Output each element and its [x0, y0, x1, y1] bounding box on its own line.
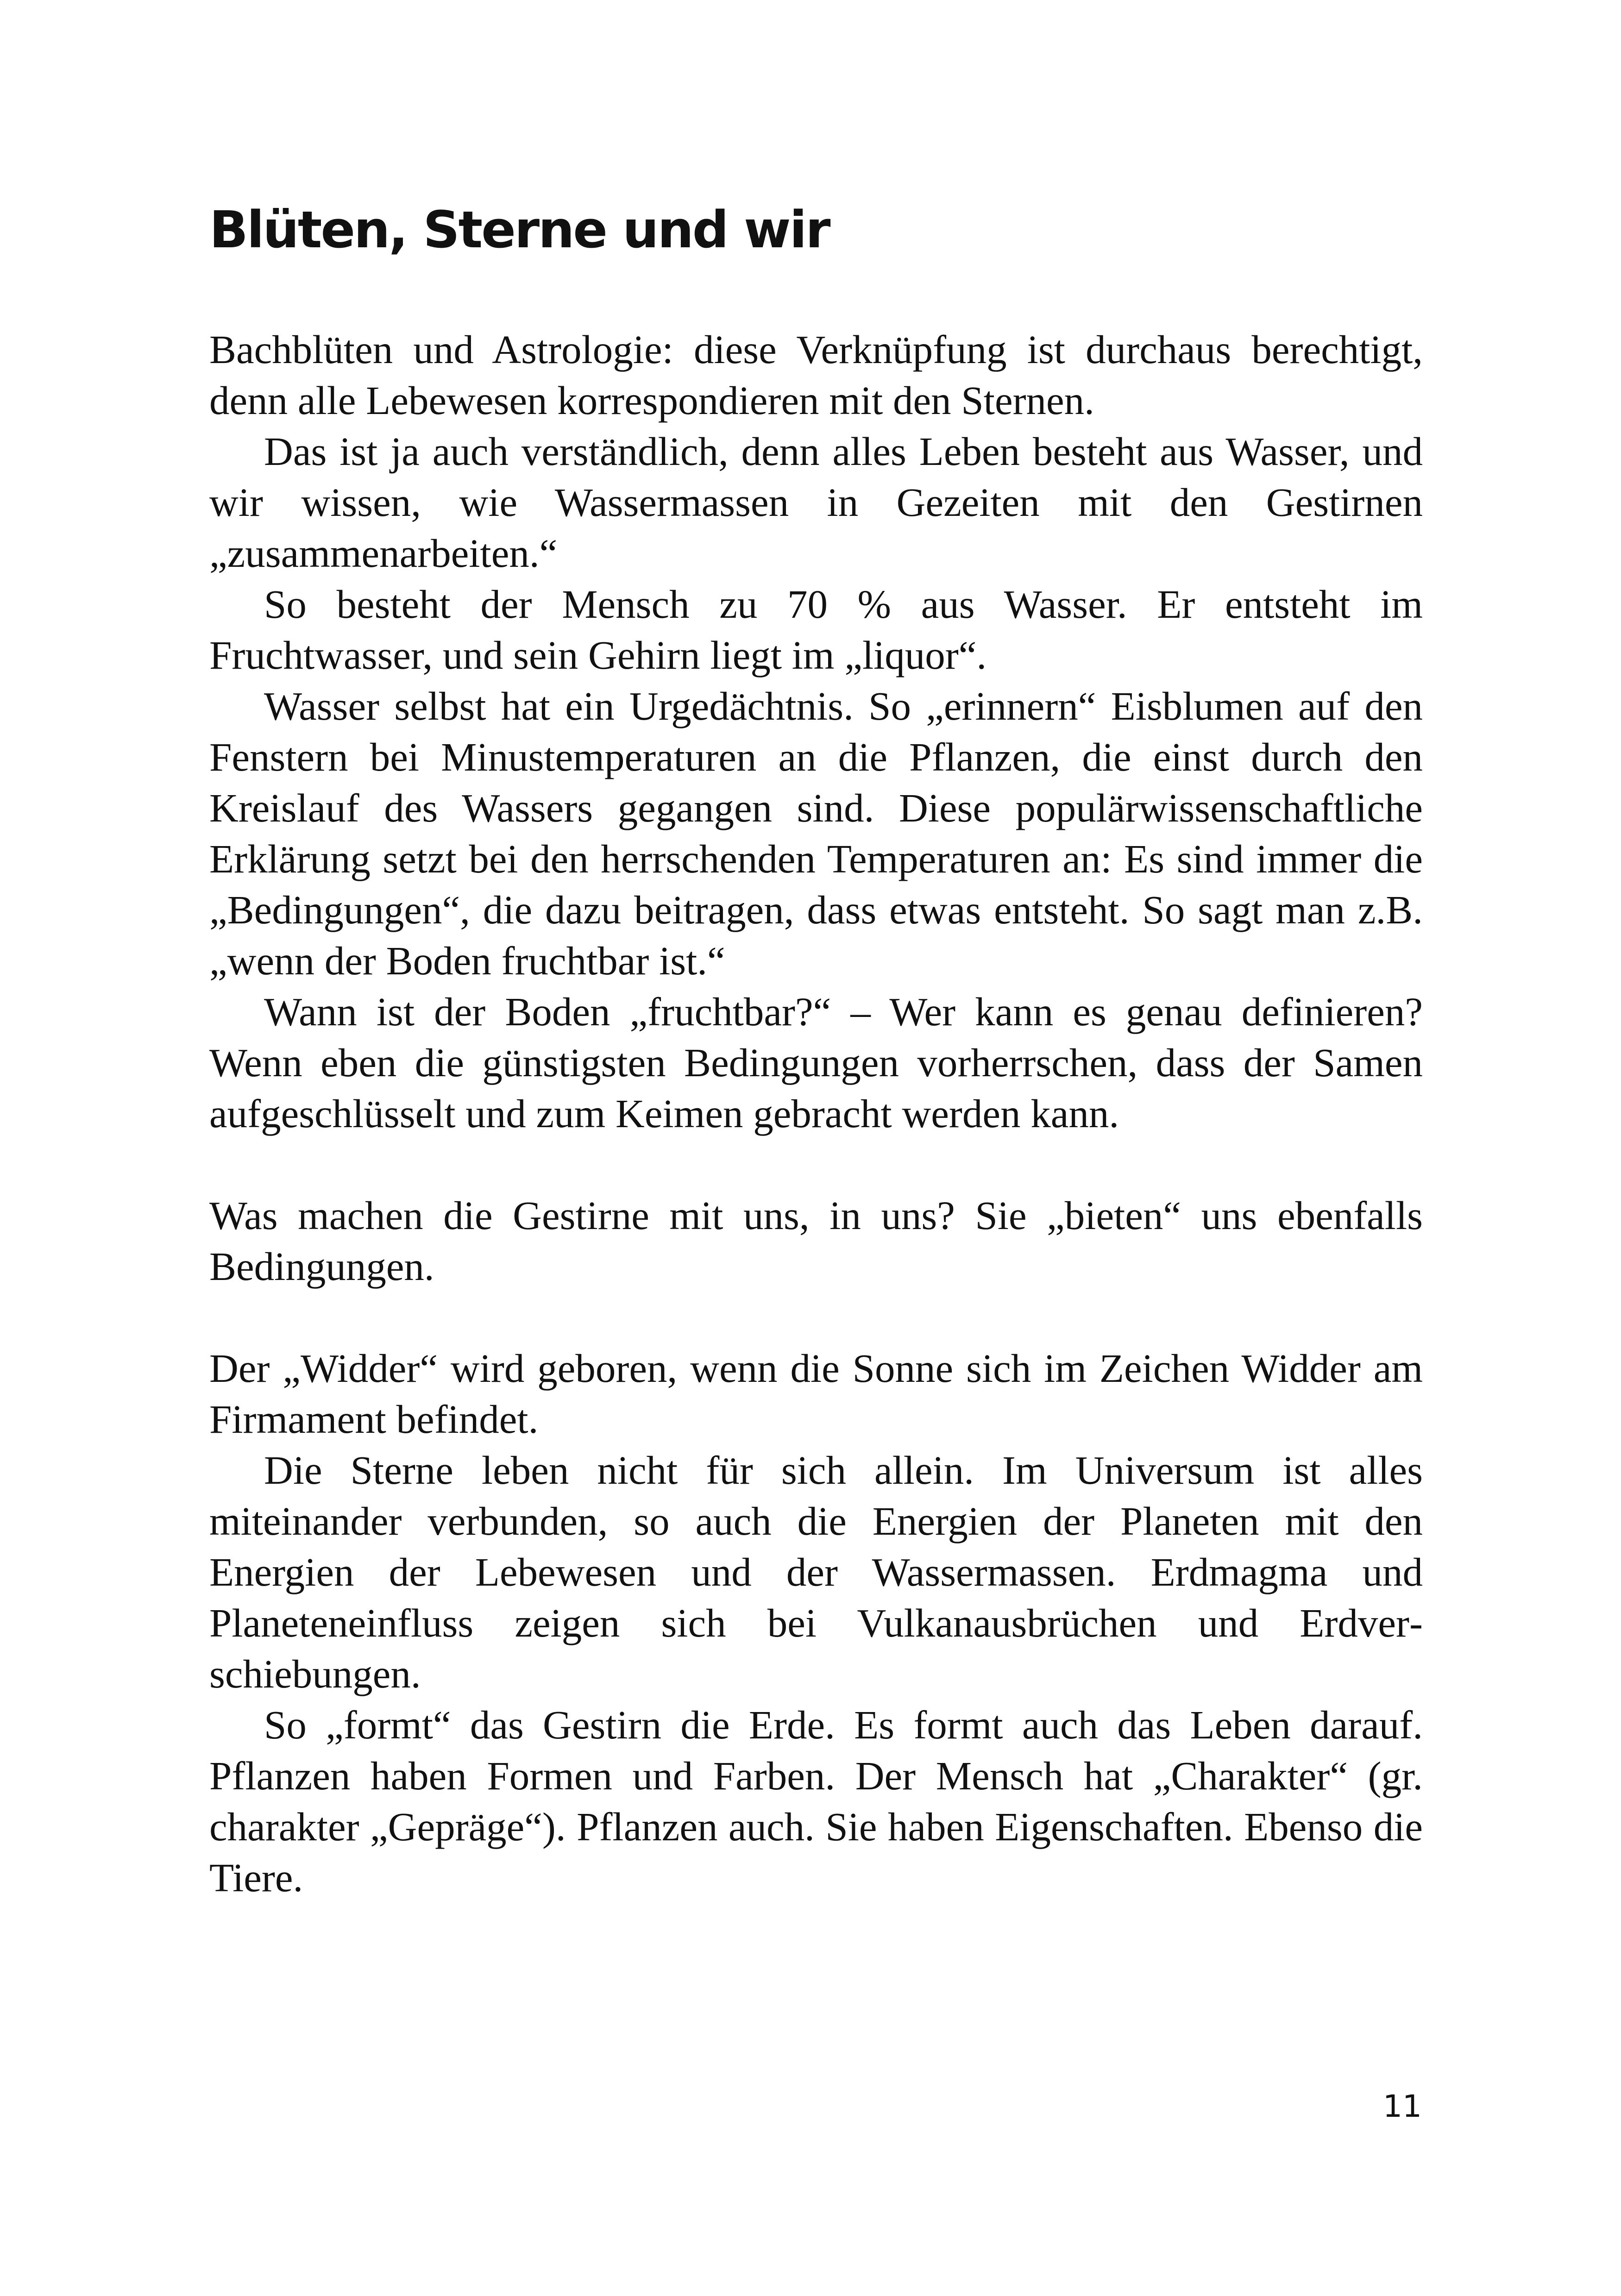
- paragraph: So besteht der Mensch zu 70 % aus Wasser. Er entsteht im Fruchtwasser, und sein Gehirn liegt im „liquor“.: [209, 582, 1423, 678]
- paragraph: Das ist ja auch verständlich, denn alles Leben besteht aus Wasser, und wir wissen, wie Wassermassen in Gezeiten mit den Gestirnen „zusammenarbeiten.“: [209, 429, 1423, 576]
- page-number: 11: [1383, 2089, 1422, 2124]
- paragraph: Was machen die Gestirne mit uns, in uns? Sie „bieten“ uns ebenfalls Bedingungen.: [209, 1193, 1423, 1289]
- body-text: [209, 324, 1423, 1903]
- paragraph: Die Sterne leben nicht für sich allein. Im Universum ist alles miteinander verbunden, so auch die Energien der Planeten mit den Energien der Lebewesen und der Wassermassen. Erdmagma und Planeteneinfluss zeigen sich bei Vulkanausbrüchen und Erdverschiebungen.: [209, 1448, 1423, 1696]
- paragraph: Bachblüten und Astrologie: diese Verknüpfung ist durchaus berechtigt, denn alle Lebewesen korrespondieren mit den Sternen.: [209, 327, 1423, 423]
- paragraph: So „formt“ das Gestirn die Erde. Es formt auch das Leben darauf. Pflanzen haben Formen und Farben. Der Mensch hat „Charakter“ (gr. charakter „Gepräge“). Pflanzen auch. Sie haben Eigenschaften. Ebenso die Tiere.: [209, 1702, 1423, 1900]
- paragraph: Wasser selbst hat ein Urgedächtnis. So „erinnern“ Eisblumen auf den Fenstern bei Minustemperaturen an die Pflanzen, die einst durch den Kreislauf des Wassers gegangen sind. Diese populärwissenschaftliche Erklärung setzt bei den herrschenden Temperaturen an: Es sind immer die „Bedingungen“, die dazu beitragen, dass etwas entsteht. So sagt man z.B. „wenn der Boden fruchtbar ist.“: [209, 684, 1423, 983]
- paragraph: Wann ist der Boden „fruchtbar?“ – Wer kann es genau definieren? Wenn eben die günstigsten Bedingungen vorherrschen, dass der Samen aufgeschlüsselt und zum Keimen gebracht werden kann.: [209, 989, 1423, 1136]
- paragraph: Der „Widder“ wird geboren, wenn die Sonne sich im Zeichen Widder am Firmament befindet.: [209, 1346, 1423, 1442]
- chapter-heading: Blüten, Sterne und wir: [209, 200, 829, 259]
